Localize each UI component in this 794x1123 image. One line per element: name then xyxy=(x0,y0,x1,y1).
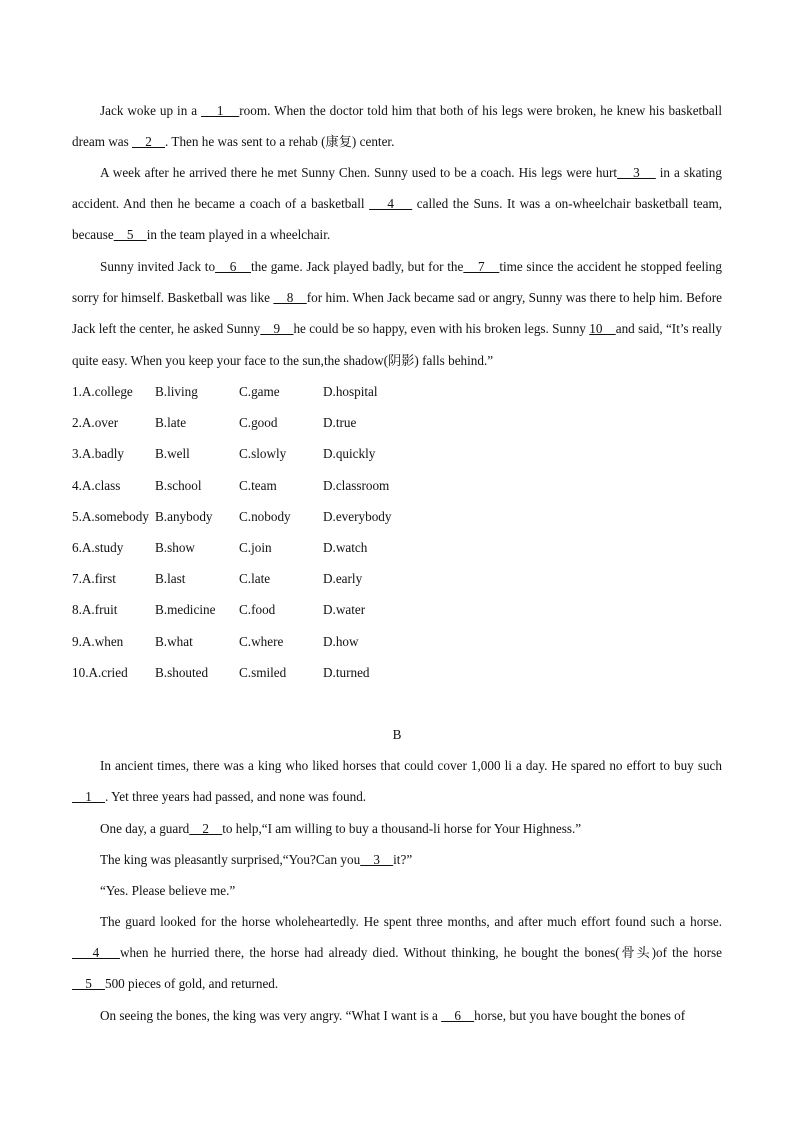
option: D.classroom xyxy=(323,478,390,493)
text: “Yes. Please believe me.” xyxy=(100,883,236,898)
text: in a skating accident. And then he became a coach of a basketball xyxy=(72,165,722,212)
option: D.everybody xyxy=(323,509,392,524)
text: for him. When Jack became sad or angry, Sunny was there to help him. Before Jack left the center, he asked Sunny xyxy=(72,290,722,337)
text: The guard looked for the horse wholeheartedly. He spent three months, and after much effort found such a horse. xyxy=(100,914,722,929)
passage-b-paragraph-3 xyxy=(72,844,722,875)
option: B.shouted xyxy=(155,665,209,680)
text: and said, “It’s really quite easy. When you keep your face to the sun,the shadow(阴影) falls behind.” xyxy=(72,321,723,368)
text: he could be so happy, even with his broken legs. Sunny xyxy=(293,321,590,337)
option: C.good xyxy=(239,415,278,430)
blank-8: 8 xyxy=(273,290,307,306)
option: B.last xyxy=(155,571,186,586)
text: The king was pleasantly surprised,“You?Can you xyxy=(100,852,361,867)
option: C.join xyxy=(239,540,272,555)
section-b-heading: B xyxy=(392,727,402,742)
blank-4: 4 xyxy=(72,945,120,961)
passage-a-paragraph-3 xyxy=(72,251,722,376)
blank-6: 6 xyxy=(441,1008,475,1023)
blank-1: 1 xyxy=(201,103,240,118)
option: B.show xyxy=(155,540,195,555)
text: In ancient times, there was a king who liked horses that could cover 1,000 li a day. He spared no effort to buy such xyxy=(100,758,722,773)
blank-2: 2 xyxy=(132,134,166,150)
option: 1.A.college xyxy=(72,384,133,399)
option: B.what xyxy=(155,634,193,649)
option: C.late xyxy=(239,571,271,586)
text: Jack woke up in a xyxy=(100,103,202,118)
option: C.food xyxy=(239,602,276,617)
text: 500 pieces of gold, and returned. xyxy=(104,976,279,992)
option: 4.A.class xyxy=(72,478,121,493)
option: C.smiled xyxy=(239,665,287,680)
option: 6.A.study xyxy=(72,540,124,555)
blank-10: 10 xyxy=(589,321,616,337)
text: room. When the doctor told him that both of his legs were broken, he knew his basketball dream was xyxy=(72,103,722,150)
option: 2.A.over xyxy=(72,415,119,430)
blank-6: 6 xyxy=(215,259,252,274)
blank-4: 4 xyxy=(369,196,413,212)
passage-b-paragraph-4 xyxy=(72,875,722,906)
option: C.team xyxy=(239,478,277,493)
text: it?” xyxy=(393,852,413,867)
text: One day, a guard xyxy=(100,821,190,836)
option: 10.A.cried xyxy=(72,665,128,680)
option: B.anybody xyxy=(155,509,213,524)
passage-b-paragraph-2 xyxy=(72,813,722,844)
blank-1: 1 xyxy=(72,789,105,805)
option: B.school xyxy=(155,478,202,493)
blank-3: 3 xyxy=(617,165,656,180)
blank-2: 2 xyxy=(189,821,223,836)
option: B.late xyxy=(155,415,187,430)
option: D.water xyxy=(323,602,366,617)
option: 3.A.badly xyxy=(72,446,125,461)
option: D.quickly xyxy=(323,446,376,461)
blank-7: 7 xyxy=(463,259,500,274)
text: when he hurried there, the horse had already died. Without thinking, he bought the bones(骨头)of the horse xyxy=(119,945,722,961)
option: B.medicine xyxy=(155,602,216,617)
option: B.well xyxy=(155,446,190,461)
text: called the Suns. It was a on-wheelchair basketball team, because xyxy=(72,196,723,243)
option: D.watch xyxy=(323,540,368,555)
passage-b-paragraph-1 xyxy=(72,750,722,812)
text: horse, but you have bought the bones of xyxy=(474,1008,686,1023)
passage-b-paragraph-6 xyxy=(72,1000,722,1031)
option: D.hospital xyxy=(323,384,378,399)
text: in the team played in a wheelchair. xyxy=(146,227,331,243)
blank-9: 9 xyxy=(260,321,294,337)
option: B.living xyxy=(155,384,198,399)
passage-a-paragraph-2 xyxy=(72,157,722,251)
option: 9.A.when xyxy=(72,634,124,649)
option: D.how xyxy=(323,634,359,649)
text: . Then he was sent to a rehab (康复) center. xyxy=(165,134,395,150)
text: . Yet three years had passed, and none was found. xyxy=(104,789,367,805)
passage-b-paragraph-5 xyxy=(72,906,722,1000)
blank-3: 3 xyxy=(360,852,394,867)
option: 5.A.somebody xyxy=(72,509,149,524)
text: Sunny invited Jack to xyxy=(100,259,216,274)
option: 8.A.fruit xyxy=(72,602,118,617)
blank-5: 5 xyxy=(72,976,105,992)
option: D.early xyxy=(323,571,363,586)
text: the game. Jack played badly, but for the xyxy=(251,259,464,274)
passage-a-paragraph-1 xyxy=(72,95,722,157)
text: to help,“I am willing to buy a thousand-li horse for Your Highness.” xyxy=(222,821,582,836)
option: C.nobody xyxy=(239,509,291,524)
option: C.slowly xyxy=(239,446,287,461)
option: D.turned xyxy=(323,665,370,680)
text: On seeing the bones, the king was very angry. “What I want is a xyxy=(100,1008,442,1023)
blank-5: 5 xyxy=(113,227,147,243)
option: C.where xyxy=(239,634,284,649)
text: A week after he arrived there he met Sunny Chen. Sunny used to be a coach. His legs were hurt xyxy=(100,165,618,180)
text: time since the accident he stopped feeling sorry for himself. Basketball was like xyxy=(72,259,722,306)
option: 7.A.first xyxy=(72,571,116,586)
option: D.true xyxy=(323,415,357,430)
option: C.game xyxy=(239,384,280,399)
